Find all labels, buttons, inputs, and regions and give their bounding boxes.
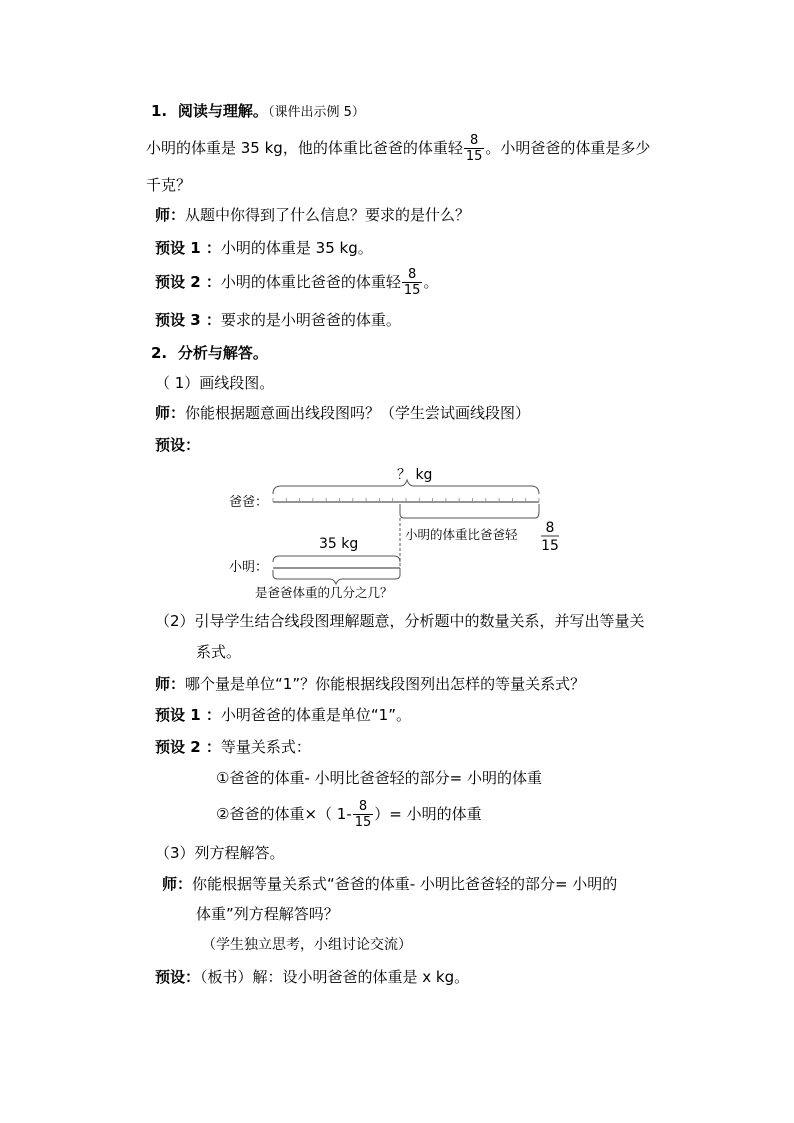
dad-label: 爸爸： <box>229 495 269 510</box>
preset-label: 预设 2 ： <box>155 273 221 291</box>
preset-label: 预设 1 ： <box>155 706 221 724</box>
equation-2-text-a: ②爸爸的体重×（ 1- <box>216 805 352 823</box>
teacher-question-2 <box>155 404 530 422</box>
line-segment-diagram <box>225 462 585 607</box>
section2-heading <box>151 344 268 362</box>
equation-1-text: ①爸爸的体重- 小明比爸爸轻的部分= 小明的体重 <box>216 769 542 787</box>
diff-label: 小明的体重比爸爸轻 <box>405 527 518 542</box>
step-2-cont <box>196 643 241 661</box>
preset-label: 预设： <box>155 968 201 986</box>
preset-3 <box>155 311 401 329</box>
preset-label: 预设 1 ： <box>155 239 221 257</box>
preset-text: 等量关系式： <box>220 738 311 756</box>
fraction-numerator: 8 <box>469 133 479 148</box>
preset-diagram-label <box>155 436 200 454</box>
preset-text-end: 。 <box>423 273 439 291</box>
section1-title: 阅读与理解。 <box>177 102 268 120</box>
teacher-label: 师： <box>155 206 186 224</box>
preset-text: 要求的是小明爸爸的体重。 <box>220 311 401 329</box>
teacher-question-text: 你能根据题意画出线段图吗？（学生尝试画线段图） <box>185 404 531 422</box>
dad-unknown-label: ？ kg <box>397 467 433 483</box>
teacher-question-text-b: 体重”列方程解答吗？ <box>196 905 339 923</box>
equation-2-text-b: ）= 小明的体重 <box>374 805 482 823</box>
section1-heading <box>151 102 365 121</box>
step-2-text-b: 系式。 <box>196 643 242 661</box>
teacher-question-4-cont <box>196 905 339 923</box>
preset-fraction <box>402 268 423 297</box>
preset-label: 预设： <box>155 436 201 454</box>
diff-brace <box>400 504 539 518</box>
teacher-label: 师： <box>155 675 186 693</box>
student-note-text: （学生独立思考，小组讨论交流） <box>202 937 412 953</box>
section1-number: 1. <box>151 102 168 120</box>
equation-fraction <box>353 800 374 829</box>
xm-question: 是爸爸体重的几分之几？ <box>255 585 393 600</box>
teacher-label: 师： <box>162 875 193 893</box>
preset-label: 预设 2 ： <box>155 738 221 756</box>
fraction-numerator: 8 <box>358 799 368 814</box>
diff-fraction-numerator: 8 <box>545 520 555 536</box>
fraction-denominator: 15 <box>354 815 372 830</box>
teacher-question-text-a: 你能根据等量关系式“爸爸的体重- 小明比爸爸轻的部分= 小明的 <box>192 875 618 893</box>
dad-brace-top <box>273 480 539 494</box>
section2-title: 分析与解答。 <box>177 344 268 362</box>
problem-text-b: 。小明爸爸的体重是多少 <box>485 139 651 157</box>
dad-bar-ticks <box>273 498 539 502</box>
problem-fraction <box>464 134 485 163</box>
teacher-question-text: 哪个量是单位“1”？你能根据线段图列出怎样的等量关系式？ <box>185 675 586 693</box>
diff-fraction-denominator: 15 <box>541 538 559 554</box>
step-3 <box>155 844 285 862</box>
xm-label: 小明： <box>229 560 269 575</box>
final-preset-text: （板书）解：设小明爸爸的体重是 x kg。 <box>200 968 470 986</box>
equation-1 <box>216 769 542 787</box>
fraction-denominator: 15 <box>465 149 483 164</box>
preset-unit <box>155 706 411 724</box>
problem-line-2 <box>146 176 191 194</box>
equation-2 <box>216 800 482 829</box>
step-1-text: （ 1）画线段图。 <box>155 374 275 392</box>
section1-note: （课件出示例 5） <box>267 105 365 120</box>
final-preset <box>155 968 469 986</box>
step-2 <box>155 612 645 630</box>
fraction-denominator: 15 <box>403 283 421 298</box>
preset-text: 小明的体重是 35 kg。 <box>220 239 373 257</box>
teacher-question-text: 从题中你得到了什么信息？要求的是什么？ <box>185 206 471 224</box>
student-note <box>202 937 412 954</box>
xm-brace-bottom <box>273 570 400 584</box>
preset-1 <box>155 239 373 257</box>
preset-text: 小明的体重比爸爸的体重轻 <box>220 273 401 291</box>
preset-label: 预设 3 ： <box>155 311 221 329</box>
preset-text: 小明爸爸的体重是单位“1”。 <box>220 706 411 724</box>
problem-line-1 <box>146 134 650 163</box>
problem-text-a: 小明的体重是 35 kg，他的体重比爸爸的体重轻 <box>146 139 463 157</box>
preset-2 <box>155 268 438 297</box>
step-3-text: （3）列方程解答。 <box>155 844 285 862</box>
xm-brace-top <box>273 556 400 562</box>
problem-text-c: 千克？ <box>146 176 192 194</box>
step-2-text-a: （2）引导学生结合线段图理解题意，分析题中的数量关系，并写出等量关 <box>155 612 645 630</box>
teacher-question-1 <box>155 206 470 224</box>
fraction-numerator: 8 <box>408 267 417 282</box>
teacher-question-4 <box>162 875 617 893</box>
teacher-question-3 <box>155 675 585 693</box>
xm-weight-label: 35 kg <box>319 536 359 552</box>
teacher-label: 师： <box>155 404 186 422</box>
step-1 <box>155 374 274 392</box>
section2-number: 2. <box>151 344 168 362</box>
preset-equation <box>155 738 311 756</box>
